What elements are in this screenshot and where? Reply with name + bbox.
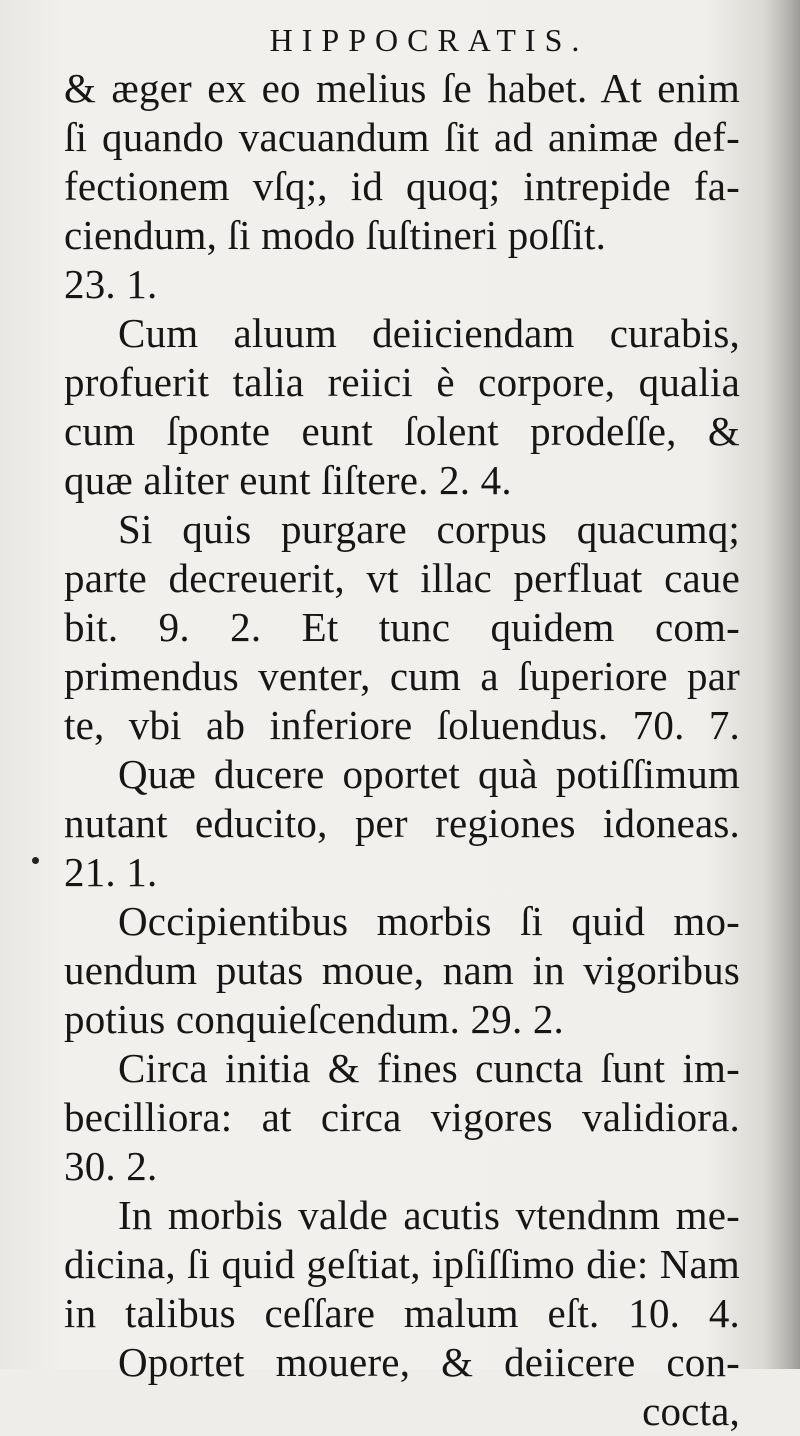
text-line: Cum aluum deiiciendam curabis, bbox=[118, 310, 740, 356]
text-line: Si quis purgare corpus quacumq; bbox=[118, 506, 740, 552]
text-line: ciendum, ſi modo ſuſtineri poſſit. bbox=[64, 212, 607, 258]
text-line: 23. 1. bbox=[64, 261, 158, 307]
text-line: potius conquieſcendum. 29. 2. bbox=[64, 996, 565, 1042]
text-line: parte decreuerit, vt illac perfluat caue bbox=[64, 555, 740, 601]
text-line: fectionem vſq;, id quoq; intrepide fa- bbox=[64, 163, 740, 209]
text-line: dicina, ſi quid geſtiat, ipſiſſimo die: Nam bbox=[64, 1241, 740, 1287]
text-line: In morbis valde acutis vtendnm me- bbox=[118, 1192, 740, 1238]
text-line: Oportet mouere, & deiicere con- bbox=[118, 1339, 740, 1385]
text-line: 30. 2. bbox=[64, 1143, 158, 1189]
text-line: profuerit talia reiici è corpore, qualia bbox=[64, 359, 740, 405]
page-gutter-shadow bbox=[764, 0, 800, 1369]
text-line: nutant educito, per regiones idoneas. bbox=[64, 800, 740, 846]
text-line: in talibus ceſſare malum eſt. 10. 4. bbox=[64, 1290, 740, 1336]
page-text-block bbox=[64, 20, 740, 1436]
text-line: primendus venter, cum a ſuperiore par bbox=[64, 653, 740, 699]
text-line: cocta, bbox=[642, 1388, 740, 1434]
ink-spot bbox=[32, 857, 39, 864]
text-line: bit. 9. 2. Et tunc quidem com- bbox=[64, 604, 740, 650]
text-line: Circa initia & fines cuncta ſunt im- bbox=[118, 1045, 740, 1091]
text-line: becilliora: at circa vigores validiora. bbox=[64, 1094, 740, 1140]
text-line: 21. 1. bbox=[64, 849, 158, 895]
text-line: uendum putas moue, nam in vigoribus bbox=[64, 947, 740, 993]
body-text bbox=[64, 64, 740, 1436]
text-line: Occipientibus morbis ſi quid mo- bbox=[118, 898, 740, 944]
text-line: & æger ex eo melius ſe habet. At enim bbox=[64, 65, 740, 111]
text-line: cum ſponte eunt ſolent prodeſſe, & bbox=[64, 408, 740, 454]
text-line: Quæ ducere oportet quà potiſſimum bbox=[118, 751, 740, 797]
text-line: ſi quando vacuandum ſit ad animæ def- bbox=[64, 114, 740, 160]
running-header: HIPPOCRATIS. bbox=[269, 22, 589, 58]
text-line: te, vbi ab inferiore ſoluendus. 70. 7. bbox=[64, 702, 740, 748]
text-line: quæ aliter eunt ſiſtere. 2. 4. bbox=[64, 457, 512, 503]
